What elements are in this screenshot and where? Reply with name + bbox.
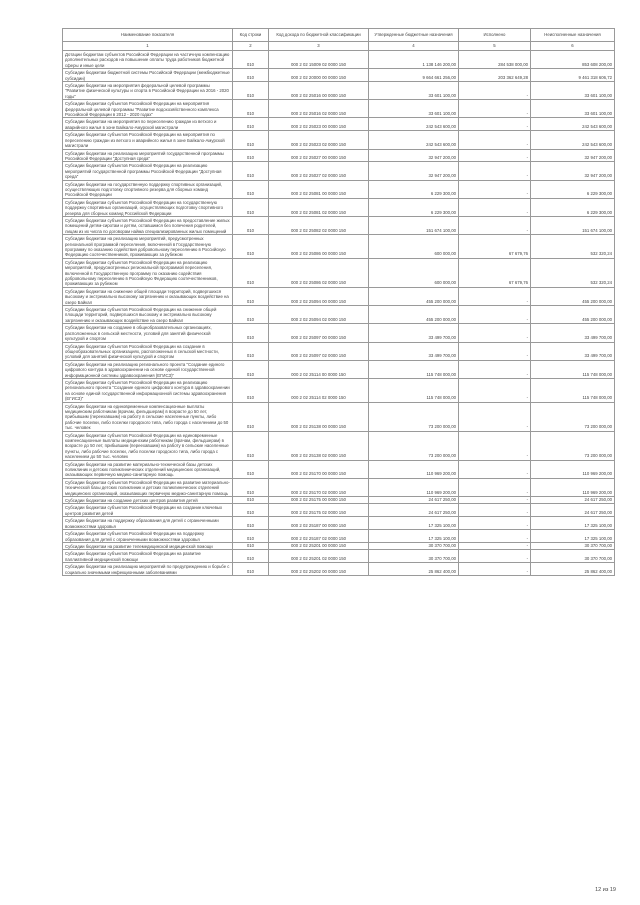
table-row (63, 324, 615, 342)
row-executed: - (459, 542, 531, 549)
table-body (63, 51, 615, 576)
row-unexecuted: 242 543 600,00 (531, 118, 615, 131)
row-line-code: 010 (233, 460, 269, 478)
row-income-code: 000 2 02 25201 02 0000 150 (269, 550, 369, 563)
row-approved: 115 748 000,00 (369, 360, 459, 378)
row-executed: - (459, 324, 531, 342)
row-unexecuted: 33 601 100,00 (531, 100, 615, 118)
row-name: Субсидии бюджетам на развитие материально-технической базы детских поликлиник и детских поликлинических отделений медицинских организаций, оказывающих первичную медико-санитарную помощь (63, 460, 233, 478)
row-income-code: 000 2 02 25094 00 0000 150 (269, 287, 369, 305)
row-approved: 6 229 300,00 (369, 198, 459, 216)
row-executed: - (459, 378, 531, 402)
row-income-code: 000 2 02 25086 02 0000 150 (269, 258, 369, 287)
row-unexecuted: 110 969 200,00 (531, 460, 615, 478)
row-approved: 242 543 600,00 (369, 118, 459, 131)
row-name: Дотации бюджетам субъектов Российской Федерации на частичную компенсацию дополнительных расходов на повышение оплаты труда работников бюджетной сферы и иные цели (63, 51, 233, 69)
row-name: Субсидии бюджетам субъектов Российской Федерации на реализацию регионального проекта "Создание единого цифрового контура в здравоохранении на основе единой государственной информационной системы здравоохранения (ЕГИСЗ)" (63, 378, 233, 402)
row-line-code: 010 (233, 258, 269, 287)
row-unexecuted: 6 229 300,00 (531, 180, 615, 198)
row-approved: 110 969 200,00 (369, 478, 459, 496)
row-approved: 1 138 146 200,00 (369, 51, 459, 69)
row-executed: 203 362 649,28 (459, 69, 531, 82)
row-unexecuted: 17 325 100,00 (531, 517, 615, 530)
row-approved: 33 601 100,00 (369, 82, 459, 100)
table-row (63, 69, 615, 82)
row-income-code: 000 2 02 25081 02 0000 150 (269, 198, 369, 216)
row-line-code: 010 (233, 378, 269, 402)
row-unexecuted: 33 601 100,00 (531, 82, 615, 100)
row-unexecuted: 30 370 700,00 (531, 550, 615, 563)
row-income-code: 000 2 02 25187 02 0000 150 (269, 530, 369, 543)
column-number: 3 (269, 42, 369, 51)
table-row (63, 360, 615, 378)
row-approved: 30 370 700,00 (369, 550, 459, 563)
row-approved: 151 674 100,00 (369, 216, 459, 234)
row-approved: 33 499 700,00 (369, 342, 459, 360)
row-name: Субсидии бюджетам бюджетной системы Российской Федерации (межбюджетные субсидии) (63, 69, 233, 82)
row-approved: 600 000,00 (369, 235, 459, 259)
row-income-code: 000 2 02 25114 02 0000 150 (269, 378, 369, 402)
row-name: Субсидии бюджетам на снижение общей площади территорий, подвергшихся высокому и экстремально высокому загрязнению и оказывающих воздействие на озеро Байкал (63, 287, 233, 305)
row-executed: - (459, 131, 531, 149)
row-line-code: 010 (233, 82, 269, 100)
row-approved: 32 947 200,00 (369, 149, 459, 162)
row-line-code: 010 (233, 504, 269, 517)
row-executed: - (459, 550, 531, 563)
row-line-code: 010 (233, 306, 269, 324)
table-row (63, 131, 615, 149)
row-approved: 25 862 400,00 (369, 563, 459, 576)
row-approved: 24 617 250,00 (369, 497, 459, 504)
row-approved: 455 200 000,00 (369, 287, 459, 305)
row-executed: - (459, 342, 531, 360)
row-name: Субсидии бюджетам на реализацию регионального проекта "Создание единого цифрового контура в здравоохранении на основе единой государственной информационной системы здравоохранения (ЕГИСЗ)" (63, 360, 233, 378)
row-line-code: 010 (233, 478, 269, 496)
row-executed: - (459, 460, 531, 478)
row-unexecuted: 532 320,24 (531, 235, 615, 259)
row-executed: - (459, 216, 531, 234)
row-approved: 30 370 700,00 (369, 542, 459, 549)
row-executed: - (459, 100, 531, 118)
row-executed: - (459, 82, 531, 100)
row-line-code: 010 (233, 431, 269, 460)
table-row (63, 216, 615, 234)
row-unexecuted: 242 543 600,00 (531, 131, 615, 149)
row-line-code: 010 (233, 497, 269, 504)
budget-table (62, 28, 615, 576)
row-executed: - (459, 478, 531, 496)
table-row (63, 258, 615, 287)
row-unexecuted: 73 200 000,00 (531, 402, 615, 431)
row-income-code: 000 2 02 25023 00 0000 150 (269, 118, 369, 131)
row-unexecuted: 9 461 318 606,72 (531, 69, 615, 82)
row-approved: 115 748 000,00 (369, 378, 459, 402)
row-income-code: 000 2 02 20000 00 0000 150 (269, 69, 369, 82)
row-line-code: 010 (233, 542, 269, 549)
header-executed: Исполнено (459, 29, 531, 42)
column-number: 2 (233, 42, 269, 51)
row-executed: - (459, 118, 531, 131)
row-income-code: 000 2 02 25201 00 0000 150 (269, 542, 369, 549)
row-income-code: 000 2 02 25170 00 0000 150 (269, 460, 369, 478)
row-name: Субсидии бюджетам на единовременные компенсационные выплаты медицинским работникам (врачам, фельдшерам) в возрасте до 50 лет, прибывшим (переехавшим) на работу в сельские населенные пункты, либо рабочие поселки, либо поселки городского типа, либо города с населением до 50 тыс. человек (63, 402, 233, 431)
table-row (63, 198, 615, 216)
row-line-code: 010 (233, 402, 269, 431)
row-unexecuted: 30 370 700,00 (531, 542, 615, 549)
row-unexecuted: 32 947 200,00 (531, 149, 615, 162)
row-line-code: 010 (233, 517, 269, 530)
row-executed: 67 679,76 (459, 235, 531, 259)
row-income-code: 000 2 02 25094 02 0000 150 (269, 306, 369, 324)
row-approved: 33 601 100,00 (369, 100, 459, 118)
row-name: Субсидии бюджетам на реализацию мероприятий, предусмотренных региональной программой переселения, включенной в Государственную программу по оказанию содействия добровольному переселению в Российскую Федерацию соотечественников, проживающих за рубежом (63, 235, 233, 259)
row-line-code: 010 (233, 324, 269, 342)
header-line-code: Код строки (233, 29, 269, 42)
column-number: 4 (369, 42, 459, 51)
row-unexecuted: 17 325 100,00 (531, 530, 615, 543)
column-number: 1 (63, 42, 233, 51)
row-income-code: 000 2 02 25138 00 0000 150 (269, 402, 369, 431)
row-executed: - (459, 149, 531, 162)
row-unexecuted: 24 617 250,00 (531, 504, 615, 517)
header-row (63, 29, 615, 42)
table-row (63, 162, 615, 180)
row-name: Субсидии бюджетам на мероприятия по переселению граждан из ветхого и аварийного жилья в зоне Байкало-Амурской магистрали (63, 118, 233, 131)
row-executed: - (459, 198, 531, 216)
report-sheet (62, 28, 614, 576)
row-approved: 73 200 000,00 (369, 402, 459, 431)
row-unexecuted: 110 969 200,00 (531, 478, 615, 496)
row-approved: 9 664 661 256,00 (369, 69, 459, 82)
table-row (63, 100, 615, 118)
row-approved: 6 229 300,00 (369, 180, 459, 198)
row-income-code: 000 2 02 25081 00 0000 150 (269, 180, 369, 198)
row-income-code: 000 2 02 25016 00 0000 150 (269, 82, 369, 100)
header-income-code: Код дохода по бюджетной классификации (269, 29, 369, 42)
row-line-code: 010 (233, 198, 269, 216)
row-unexecuted: 115 748 000,00 (531, 378, 615, 402)
row-income-code: 000 2 02 25187 00 0000 150 (269, 517, 369, 530)
row-income-code: 000 2 02 25097 00 0000 150 (269, 324, 369, 342)
table-row (63, 306, 615, 324)
row-name: Субсидии бюджетам субъектов Российской Федерации на единовременные компенсационные выплаты медицинским работникам (врачам, фельдшерам) в возрасте до 50 лет, прибывшим (переехавшим) на работу в сельские населенные пункты, либо рабочие поселки, либо поселки городского типа, либо города с населением до 50 тыс. человек (63, 431, 233, 460)
row-name: Субсидии бюджетам субъектов Российской Федерации на создание ключевых центров развития детей (63, 504, 233, 517)
row-income-code: 000 2 02 25023 02 0000 150 (269, 131, 369, 149)
table-row (63, 460, 615, 478)
table-row (63, 378, 615, 402)
row-income-code: 000 2 02 25082 02 0000 150 (269, 216, 369, 234)
row-approved: 33 499 700,00 (369, 324, 459, 342)
row-name: Субсидии бюджетам субъектов Российской Федерации на мероприятия федеральной целевой программы "Развитие водохозяйственного комплекса Российской Федерации в 2012 - 2020 годах" (63, 100, 233, 118)
table-row (63, 82, 615, 100)
row-line-code: 010 (233, 100, 269, 118)
row-unexecuted: 532 320,24 (531, 258, 615, 287)
row-name: Субсидии бюджетам субъектов Российской Федерации на государственную поддержку спортивных организаций, осуществляющих подготовку спортивного резерва для сборных команд Российской Федерации (63, 198, 233, 216)
column-number: 5 (459, 42, 531, 51)
row-income-code: 000 2 02 25016 02 0000 150 (269, 100, 369, 118)
table-row (63, 235, 615, 259)
row-unexecuted: 115 748 000,00 (531, 360, 615, 378)
column-number-row (63, 42, 615, 51)
table-row (63, 287, 615, 305)
header-unexecuted: Неисполненные назначения (531, 29, 615, 42)
row-unexecuted: 455 200 000,00 (531, 287, 615, 305)
row-name: Субсидии бюджетам на поддержку образования для детей с ограниченными возможностями здоровья (63, 517, 233, 530)
row-line-code: 010 (233, 530, 269, 543)
row-income-code: 000 2 02 25027 02 0000 150 (269, 162, 369, 180)
row-approved: 110 969 200,00 (369, 460, 459, 478)
row-executed: - (459, 287, 531, 305)
row-name: Субсидии бюджетам на развитие телемедицинской медицинской помощи (63, 542, 233, 549)
table-row (63, 149, 615, 162)
row-income-code: 000 2 02 15009 02 0000 150 (269, 51, 369, 69)
row-income-code: 000 2 02 25175 02 0000 150 (269, 504, 369, 517)
row-name: Субсидии бюджетам на создание детских центров развития детей (63, 497, 233, 504)
row-executed: - (459, 402, 531, 431)
row-income-code: 000 2 02 25138 02 0000 150 (269, 431, 369, 460)
row-approved: 24 617 250,00 (369, 504, 459, 517)
row-name: Субсидии бюджетам на реализацию мероприятий по предупреждению и борьбе с социально значимыми инфекционными заболеваниями (63, 563, 233, 576)
row-name: Субсидии бюджетам на государственную поддержку спортивных организаций, осуществляющих подготовку спортивного резерва для сборных команд Российской Федерации (63, 180, 233, 198)
row-line-code: 010 (233, 287, 269, 305)
row-executed: 67 679,76 (459, 258, 531, 287)
column-number: 6 (531, 42, 615, 51)
row-line-code: 010 (233, 51, 269, 69)
table-row (63, 478, 615, 496)
row-unexecuted: 853 608 200,00 (531, 51, 615, 69)
row-approved: 17 325 100,00 (369, 517, 459, 530)
row-approved: 73 200 000,00 (369, 431, 459, 460)
row-name: Субсидии бюджетам на мероприятия федеральной целевой программы "Развитие физической культуры и спорта в Российской Федерации на 2016 - 2020 годы" (63, 82, 233, 100)
table-row (63, 51, 615, 69)
row-executed: - (459, 306, 531, 324)
row-executed: - (459, 497, 531, 504)
header-approved: Утвержденные бюджетные назначения (369, 29, 459, 42)
row-approved: 32 947 200,00 (369, 162, 459, 180)
row-executed: 284 538 000,00 (459, 51, 531, 69)
row-approved: 600 000,00 (369, 258, 459, 287)
row-unexecuted: 6 229 300,00 (531, 198, 615, 216)
table-row (63, 180, 615, 198)
row-name: Субсидии бюджетам субъектов Российской Федерации на предоставление жилых помещений детям-сиротам и детям, оставшимся без попечения родителей, лицам из их числа по договорам найма специализированных жилых помещений (63, 216, 233, 234)
row-line-code: 010 (233, 216, 269, 234)
row-name: Субсидии бюджетам субъектов Российской Федерации на реализацию мероприятий государственной программы Российской Федерации "Доступная среда" (63, 162, 233, 180)
row-approved: 242 543 600,00 (369, 131, 459, 149)
row-executed: - (459, 431, 531, 460)
table-row (63, 517, 615, 530)
row-name: Субсидии бюджетам субъектов Российской Федерации на поддержку образования для детей с ограниченными возможностями здоровья (63, 530, 233, 543)
row-executed: - (459, 180, 531, 198)
row-line-code: 010 (233, 118, 269, 131)
row-income-code: 000 2 02 25175 00 0000 150 (269, 497, 369, 504)
table-row (63, 431, 615, 460)
row-approved: 455 200 000,00 (369, 306, 459, 324)
row-income-code: 000 2 02 25114 00 0000 150 (269, 360, 369, 378)
table-row (63, 497, 615, 504)
page-number: 12 из 19 (595, 887, 616, 893)
row-income-code: 000 2 02 25097 02 0000 150 (269, 342, 369, 360)
row-approved: 17 325 100,00 (369, 530, 459, 543)
row-line-code: 010 (233, 563, 269, 576)
row-unexecuted: 33 499 700,00 (531, 324, 615, 342)
row-executed: - (459, 563, 531, 576)
row-line-code: 010 (233, 131, 269, 149)
row-line-code: 010 (233, 149, 269, 162)
row-unexecuted: 151 674 100,00 (531, 216, 615, 234)
row-name: Субсидии бюджетам субъектов Российской Федерации на создание в общеобразовательных организациях, расположенных в сельской местности, условий для занятий физической культурой и спортом (63, 342, 233, 360)
row-unexecuted: 24 617 250,00 (531, 497, 615, 504)
row-executed: - (459, 360, 531, 378)
row-income-code: 000 2 02 25202 00 0000 150 (269, 563, 369, 576)
row-executed: - (459, 162, 531, 180)
row-name: Субсидии бюджетам субъектов Российской Федерации на снижение общей площади территорий, подвергшихся высокому и экстремально высокому загрязнению и оказывающих воздействие на озеро Байкал (63, 306, 233, 324)
table-row (63, 118, 615, 131)
table-row (63, 342, 615, 360)
row-income-code: 000 2 02 25027 00 0000 150 (269, 149, 369, 162)
row-unexecuted: 73 200 000,00 (531, 431, 615, 460)
row-unexecuted: 25 862 400,00 (531, 563, 615, 576)
row-line-code: 010 (233, 162, 269, 180)
row-name: Субсидии бюджетам на реализацию мероприятий государственной программы Российской Федерации "Доступная среда" (63, 149, 233, 162)
row-name: Субсидии бюджетам на создание в общеобразовательных организациях, расположенных в сельской местности, условий для занятий физической культурой и спортом (63, 324, 233, 342)
row-unexecuted: 32 947 200,00 (531, 162, 615, 180)
table-row (63, 530, 615, 543)
row-name: Субсидии бюджетам субъектов Российской Федерации на реализацию мероприятий, предусмотренных региональной программой переселения, включенной в Государственную программу по оказанию содействия добровольному переселению в Российскую Федерацию соотечественников, проживающих за рубежом (63, 258, 233, 287)
table-row (63, 504, 615, 517)
row-name: Субсидии бюджетам субъектов Российской Федерации на развитие материально-технической базы детских поликлиник и детских поликлинических отделений медицинских организаций, оказывающих первичную медико-санитарную помощь (63, 478, 233, 496)
header-name: Наименование показателя (63, 29, 233, 42)
table-row (63, 550, 615, 563)
row-name: Субсидии бюджетам субъектов Российской Федерации на мероприятия по переселению граждан из ветхого и аварийного жилья в зоне Байкало-Амурской магистрали (63, 131, 233, 149)
table-row (63, 563, 615, 576)
row-line-code: 010 (233, 550, 269, 563)
row-executed: - (459, 530, 531, 543)
row-line-code: 010 (233, 180, 269, 198)
row-line-code: 010 (233, 342, 269, 360)
row-line-code: 010 (233, 69, 269, 82)
row-income-code: 000 2 02 25170 02 0000 150 (269, 478, 369, 496)
row-executed: - (459, 504, 531, 517)
row-executed: - (459, 517, 531, 530)
row-unexecuted: 455 200 000,00 (531, 306, 615, 324)
row-unexecuted: 33 499 700,00 (531, 342, 615, 360)
table-row (63, 402, 615, 431)
row-name: Субсидии бюджетам субъектов Российской Федерации на развитие паллиативной медицинской помощи (63, 550, 233, 563)
row-income-code: 000 2 02 25086 00 0000 150 (269, 235, 369, 259)
row-line-code: 010 (233, 235, 269, 259)
row-line-code: 010 (233, 360, 269, 378)
table-row (63, 542, 615, 549)
